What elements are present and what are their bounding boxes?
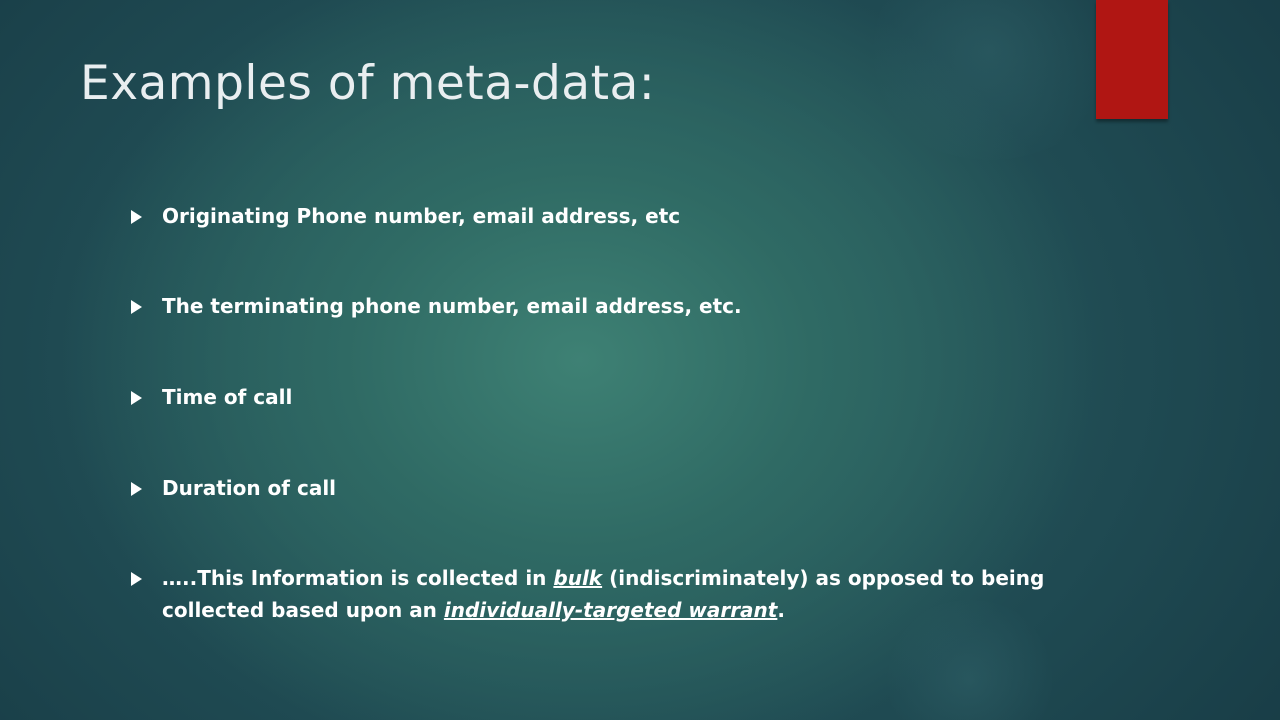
- bullet-duration: [128, 472, 1058, 504]
- bullet-terminating: [128, 290, 1058, 322]
- bullet-text: Originating Phone number, email address, etc: [162, 204, 681, 228]
- bullet-time: [128, 381, 1058, 413]
- bullet-list: [128, 200, 1058, 626]
- bullet-text: Time of call: [162, 385, 293, 409]
- bullet-text: The terminating phone number, email address, etc.: [162, 294, 742, 318]
- triangle-right-icon: [131, 210, 142, 224]
- bullet-text-prefix: …..This Information is collected in: [162, 566, 554, 590]
- triangle-right-icon: [131, 572, 142, 586]
- bullet-bulk-collection: [128, 562, 1058, 626]
- bullet-originating: [128, 200, 1058, 232]
- bullet-text: Duration of call: [162, 476, 337, 500]
- triangle-right-icon: [131, 391, 142, 405]
- bullet-text-suffix: .: [777, 598, 785, 622]
- background-glow: [860, 0, 1120, 160]
- triangle-right-icon: [131, 300, 142, 314]
- emphasis-bulk: bulk: [553, 566, 603, 590]
- bullet-text-middle: (indiscriminately) as opposed to being collected based upon an: [162, 566, 1045, 622]
- emphasis-warrant: individually-targeted warrant: [443, 598, 778, 622]
- triangle-right-icon: [131, 482, 142, 496]
- accent-bar: [1096, 0, 1168, 119]
- slide-title: Examples of meta-data:: [80, 56, 656, 111]
